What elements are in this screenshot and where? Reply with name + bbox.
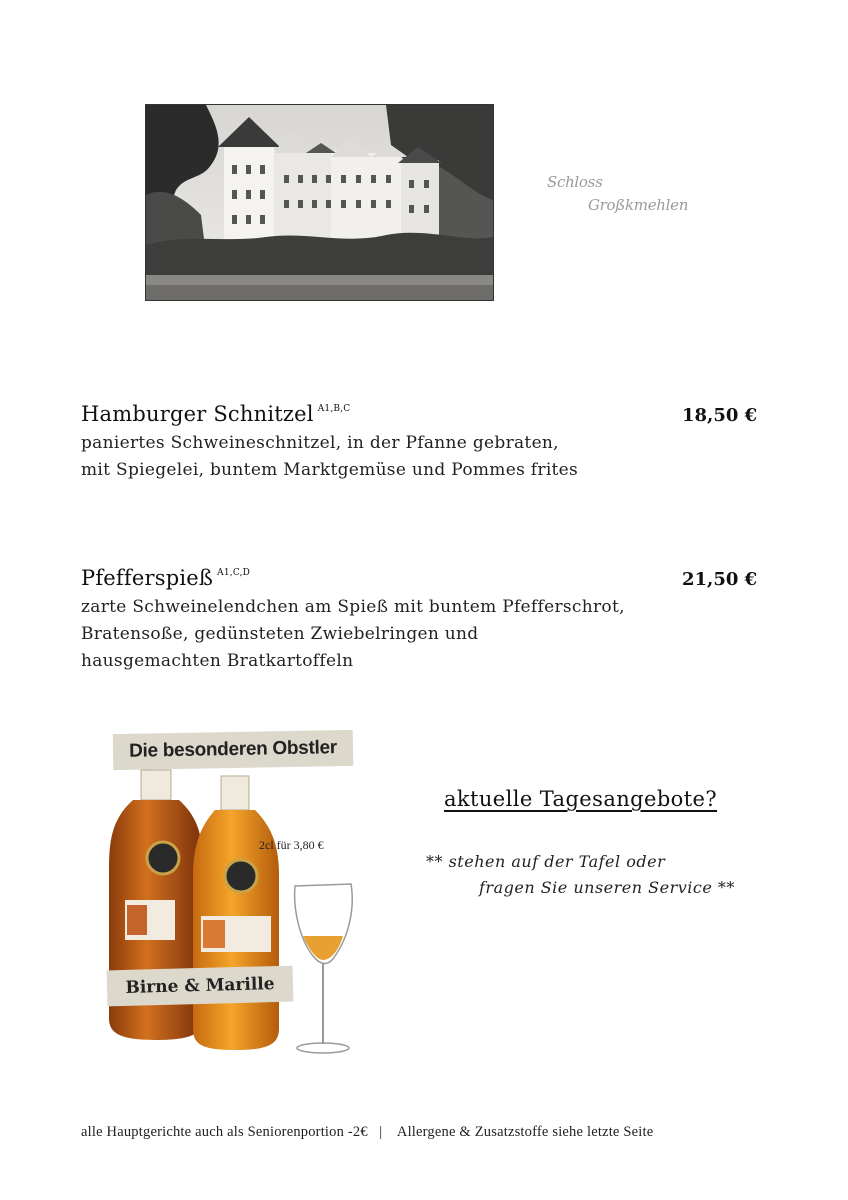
description-line: hausgemachten Bratkartoffeln <box>81 651 354 671</box>
advert-price-note: 2cl für 3,80 € <box>259 838 324 852</box>
dish-description <box>81 430 578 484</box>
offers-note-line2: fragen Sie unseren Service ** <box>479 878 735 897</box>
dish-title <box>81 402 350 426</box>
dish-description <box>81 594 625 675</box>
description-line: paniertes Schweineschnitzel, in der Pfanne gebraten, <box>81 433 559 453</box>
advert-banner-top: Die besonderen Obstler <box>113 730 354 770</box>
dish-name: Hamburger Schnitzel <box>81 402 314 426</box>
offers-note-line1: ** stehen auf der Tafel oder <box>426 852 666 871</box>
dish-price: 18,50 € <box>682 405 758 426</box>
advert-banner-bottom: Birne & Marille <box>107 966 294 1007</box>
castle-photo <box>145 104 494 301</box>
allergen-codes: A1,B,C <box>317 404 351 414</box>
description-line: Bratensoße, gedünsteten Zwiebelringen und <box>81 624 479 644</box>
description-line: mit Spiegelei, buntem Marktgemüse und Pommes frites <box>81 460 579 480</box>
footer-note: alle Hauptgerichte auch als Seniorenportion -2€ | Allergene & Zusatzstoffe siehe letzte Seite <box>81 1124 654 1140</box>
daily-offers-title: aktuelle Tagesangebote? <box>444 787 718 811</box>
obstler-advert <box>103 728 363 1068</box>
dish-name: Pfefferspieß <box>81 566 214 590</box>
allergen-codes: A1,C,D <box>217 568 251 578</box>
description-line: zarte Schweinelendchen am Spieß mit buntem Pfefferschrot, <box>81 597 625 617</box>
castle-caption-line1: Schloss <box>547 173 603 191</box>
dish-price: 21,50 € <box>682 569 758 590</box>
bottles-illustration <box>103 728 363 1068</box>
castle-caption-line2: Großkmehlen <box>588 196 689 214</box>
dish-title <box>81 566 250 590</box>
